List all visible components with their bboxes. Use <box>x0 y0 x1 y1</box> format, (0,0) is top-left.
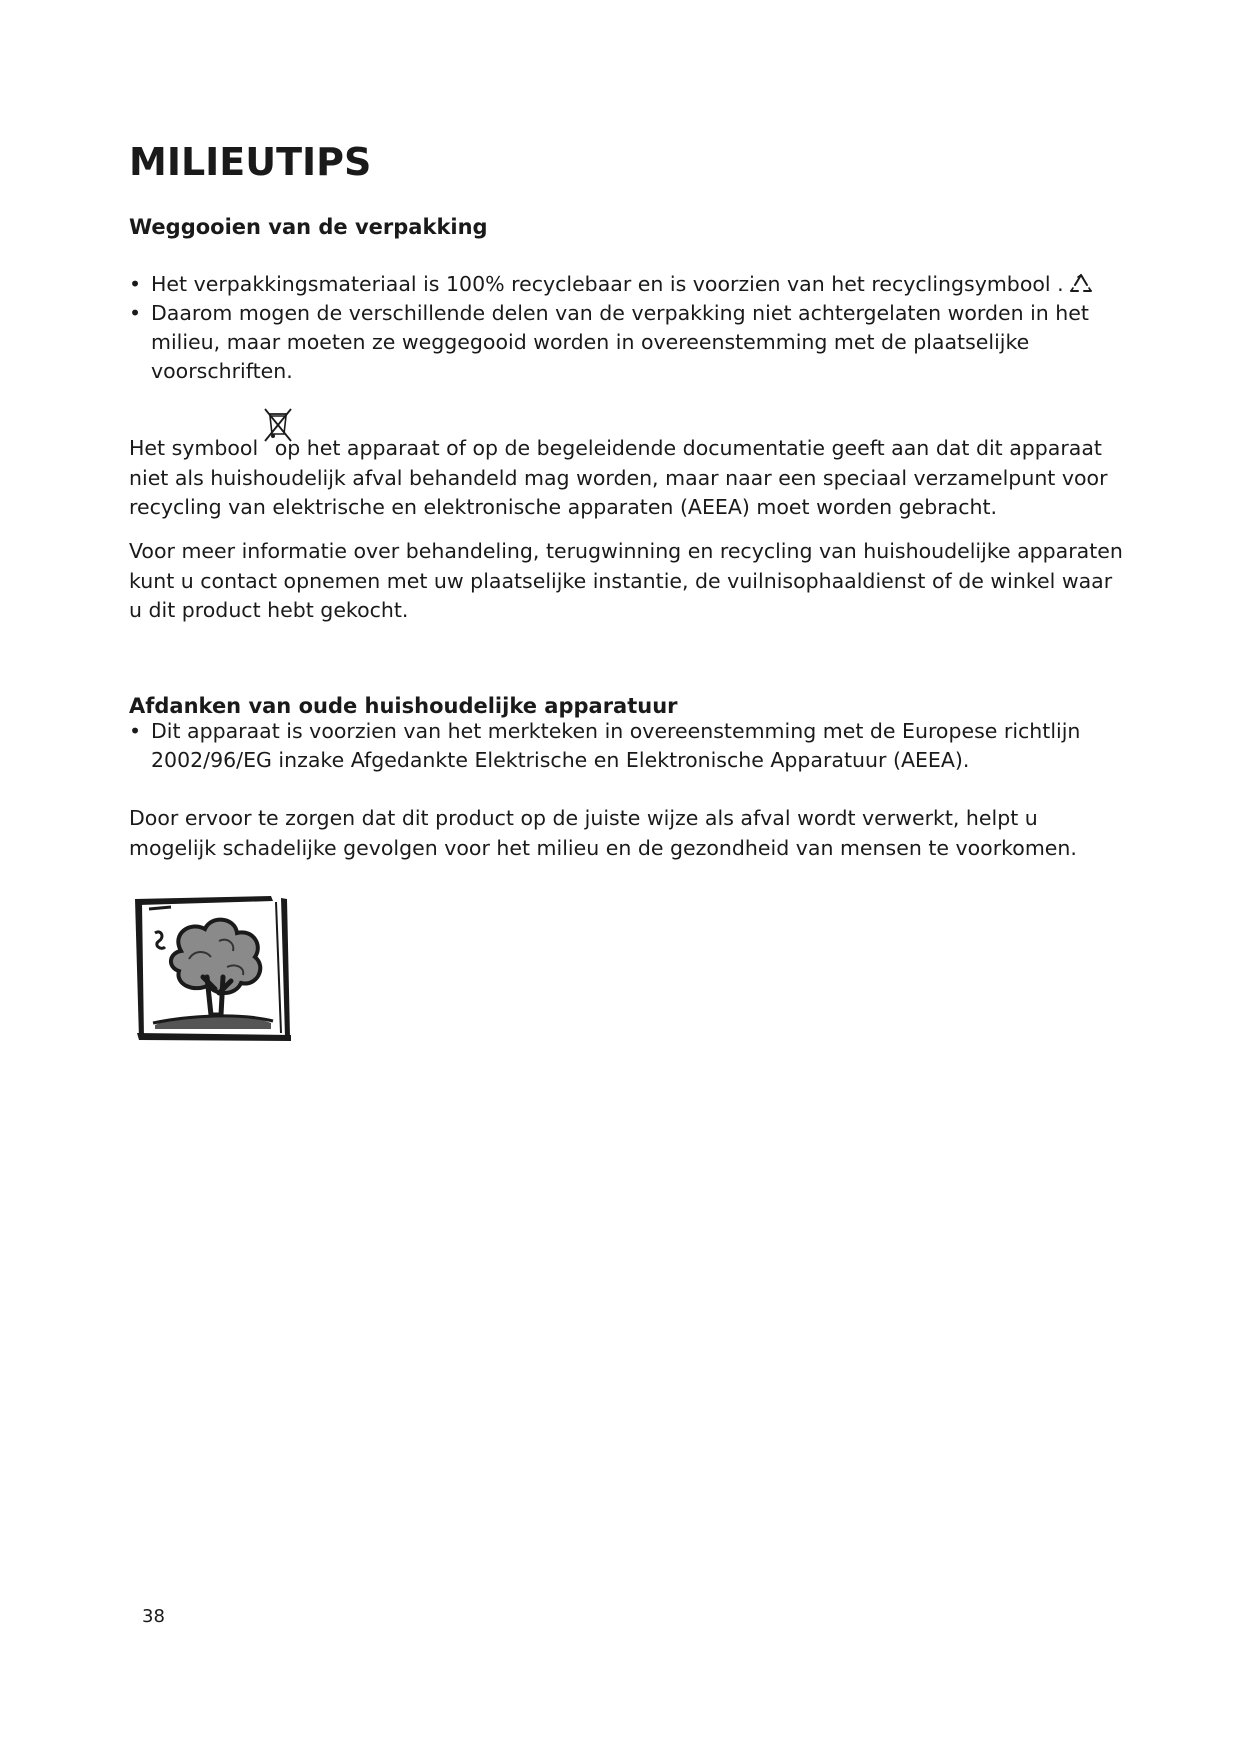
weee-info-paragraph: Voor meer informatie over behandeling, terugwinning en recycling van huishoudelijke apparaten kunt u contact opnemen met uw plaatselijke instantie, de vuilnisophaaldienst of de winkel waar u dit product hebt gekocht. <box>129 539 1123 622</box>
disposal-bullet-list <box>129 717 1129 775</box>
crossed-out-wheelie-bin-icon <box>257 407 301 443</box>
list-item <box>129 299 1129 386</box>
packaging-bullet-2-text: Daarom mogen de verschillende delen van de verpakking niet achtergelaten worden in het milieu, maar moeten ze weggegooid worden in overeenstemming met de plaatselijke voorschriften. <box>151 301 1089 383</box>
weee-text-before-icon: Het symbool <box>129 436 265 460</box>
section-heading-packaging: Weggooien van de verpakking <box>129 215 488 239</box>
packaging-bullet-1-text: Het verpakkingsmateriaal is 100% recyclebaar en is voorzien van het recyclingsymbool . <box>151 272 1064 296</box>
list-item <box>129 717 1129 775</box>
weee-paragraph <box>129 419 1129 523</box>
packaging-bullet-list <box>129 270 1129 386</box>
list-item <box>129 270 1129 299</box>
section-heading-disposal: Afdanken van oude huishoudelijke apparatuur <box>129 694 678 718</box>
tree-eco-logo-icon <box>131 893 296 1043</box>
disposal-closing-paragraph: Door ervoor te zorgen dat dit product op de juiste wijze als afval wordt verwerkt, helpt u mogelijk schadelijke gevolgen voor het milieu en de gezondheid van mensen te voorkomen. <box>129 806 1077 860</box>
disposal-bullet-1-text: Dit apparaat is voorzien van het merkteken in overeenstemming met de Europese richtlijn 2002/96/EG inzake Afgedankte Elektrische en Elektronische Apparatuur (AEEA). <box>151 719 1081 772</box>
page-title: MILIEUTIPS <box>129 140 372 184</box>
weee-text-after-icon: op het apparaat of op de begeleidende documentatie geeft aan dat dit apparaat niet als huishoudelijk afval behandeld mag worden, maar naar een speciaal verzamelpunt voor recycling van elektrische en elektronische apparaten (AEEA) moet worden gebracht. <box>129 436 1108 519</box>
page-number: 38 <box>142 1606 165 1627</box>
recycling-symbol-icon <box>1068 273 1094 293</box>
